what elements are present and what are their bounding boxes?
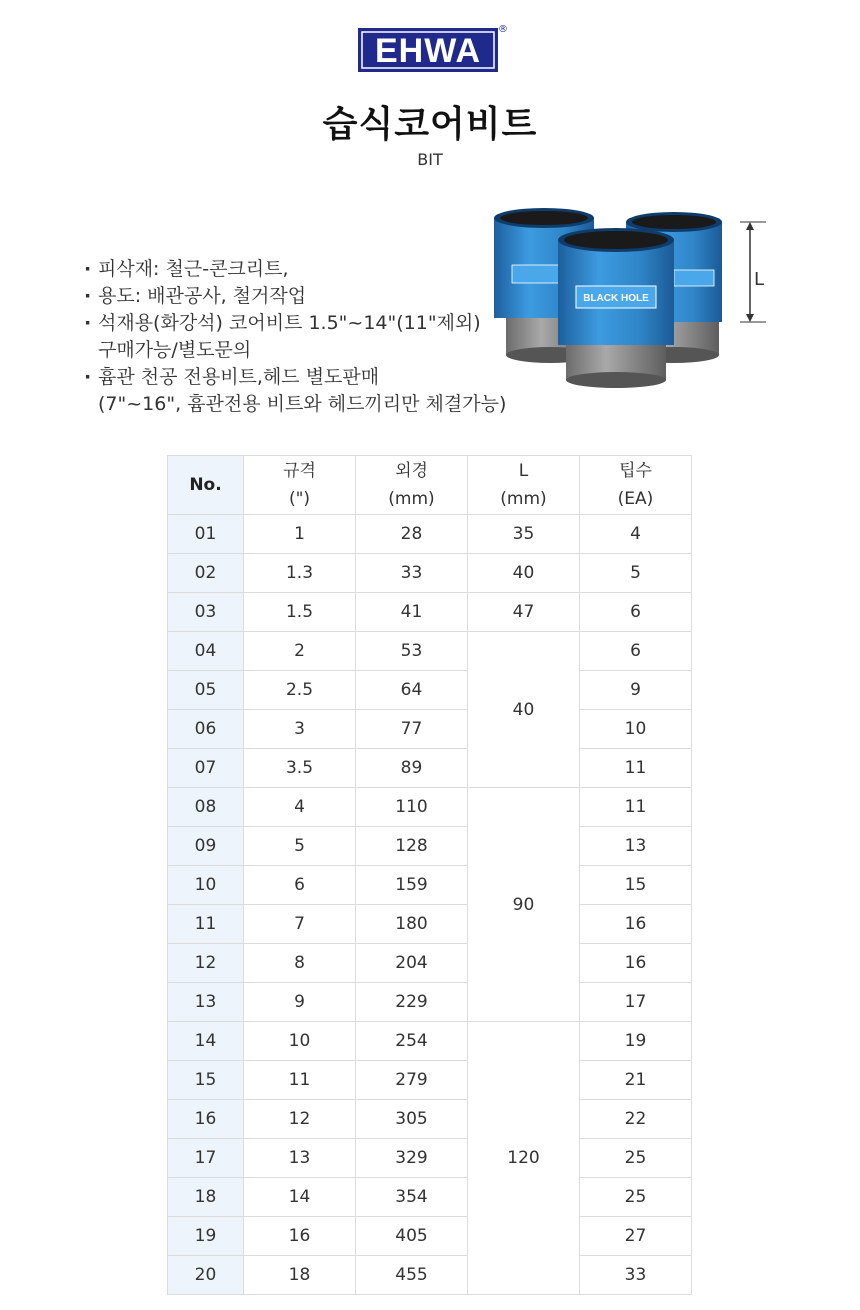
- cell-length: 120: [468, 1022, 580, 1295]
- cell-no: 15: [168, 1061, 244, 1100]
- table-row: [168, 554, 692, 593]
- cell-outer-diameter: 64: [356, 671, 468, 710]
- cell-outer-diameter: 329: [356, 1139, 468, 1178]
- cell-tips: 16: [580, 905, 692, 944]
- table-row: [168, 1061, 692, 1100]
- cell-size: 1.3: [244, 554, 356, 593]
- table-row: [168, 671, 692, 710]
- cell-no: 02: [168, 554, 244, 593]
- cell-outer-diameter: 455: [356, 1256, 468, 1295]
- table-row: [168, 1256, 692, 1295]
- cell-tips: 17: [580, 983, 692, 1022]
- table-row: [168, 710, 692, 749]
- cell-size: 18: [244, 1256, 356, 1295]
- cell-outer-diameter: 159: [356, 866, 468, 905]
- cell-size: 14: [244, 1178, 356, 1217]
- page-title: 습식코어비트: [322, 104, 538, 145]
- cell-no: 20: [168, 1256, 244, 1295]
- table-row: [168, 632, 692, 671]
- core-bit-front: [558, 228, 674, 388]
- cell-outer-diameter: 128: [356, 827, 468, 866]
- cell-tips: 13: [580, 827, 692, 866]
- cell-no: 08: [168, 788, 244, 827]
- table-header-row: [168, 456, 692, 515]
- core-bit-product-image: [484, 200, 774, 390]
- feature-item: · 흄관 천공 전용비트,헤드 별도판매: [84, 364, 506, 391]
- cell-no: 13: [168, 983, 244, 1022]
- cell-no: 01: [168, 515, 244, 554]
- cell-size: 2: [244, 632, 356, 671]
- cell-tips: 6: [580, 632, 692, 671]
- table-row: [168, 749, 692, 788]
- cell-outer-diameter: 229: [356, 983, 468, 1022]
- feature-item-continuation: 구매가능/별도문의: [98, 339, 252, 361]
- bit-label-text: BLACK HOLE: [583, 293, 649, 304]
- cell-tips: 11: [580, 788, 692, 827]
- cell-size: 6: [244, 866, 356, 905]
- table-row: [168, 593, 692, 632]
- cell-size: 5: [244, 827, 356, 866]
- cell-tips: 16: [580, 944, 692, 983]
- cell-size: 9: [244, 983, 356, 1022]
- cell-no: 19: [168, 1217, 244, 1256]
- cell-size: 12: [244, 1100, 356, 1139]
- cell-outer-diameter: 279: [356, 1061, 468, 1100]
- cell-outer-diameter: 53: [356, 632, 468, 671]
- cell-tips: 22: [580, 1100, 692, 1139]
- cell-outer-diameter: 254: [356, 1022, 468, 1061]
- cell-tips: 25: [580, 1139, 692, 1178]
- cell-tips: 9: [580, 671, 692, 710]
- cell-no: 09: [168, 827, 244, 866]
- cell-tips: 5: [580, 554, 692, 593]
- length-dimension-marker: [740, 222, 766, 322]
- cell-size: 1: [244, 515, 356, 554]
- cell-outer-diameter: 41: [356, 593, 468, 632]
- table-row: [168, 983, 692, 1022]
- cell-tips: 33: [580, 1256, 692, 1295]
- feature-item: · 피삭재: 철근-콘크리트,: [84, 256, 506, 283]
- cell-length: 40: [468, 632, 580, 788]
- cell-no: 16: [168, 1100, 244, 1139]
- cell-length: 40: [468, 554, 580, 593]
- header-tips: 팁수 (EA): [580, 456, 692, 515]
- feature-item: · 용도: 배관공사, 철거작업: [84, 283, 506, 310]
- feature-list: [84, 256, 506, 418]
- cell-length: 35: [468, 515, 580, 554]
- feature-item-continuation: (7"~16", 흄관전용 비트와 헤드끼리만 체결가능): [98, 393, 507, 415]
- cell-size: 3: [244, 710, 356, 749]
- cell-outer-diameter: 180: [356, 905, 468, 944]
- cell-outer-diameter: 405: [356, 1217, 468, 1256]
- cell-size: 1.5: [244, 593, 356, 632]
- spec-table: [167, 455, 692, 1295]
- cell-outer-diameter: 77: [356, 710, 468, 749]
- header-no: No.: [168, 456, 244, 515]
- cell-tips: 11: [580, 749, 692, 788]
- table-row: [168, 788, 692, 827]
- cell-tips: 19: [580, 1022, 692, 1061]
- cell-no: 06: [168, 710, 244, 749]
- cell-outer-diameter: 89: [356, 749, 468, 788]
- cell-size: 7: [244, 905, 356, 944]
- cell-size: 4: [244, 788, 356, 827]
- table-row: [168, 944, 692, 983]
- cell-outer-diameter: 354: [356, 1178, 468, 1217]
- cell-outer-diameter: 33: [356, 554, 468, 593]
- feature-item: · 석재용(화강석) 코어비트 1.5"~14"(11"제외): [84, 310, 506, 337]
- logo-text: EHWA: [375, 32, 481, 70]
- cell-size: 16: [244, 1217, 356, 1256]
- cell-no: 04: [168, 632, 244, 671]
- table-row: [168, 515, 692, 554]
- registered-mark: ®: [498, 24, 508, 35]
- cell-length: 90: [468, 788, 580, 1022]
- cell-no: 10: [168, 866, 244, 905]
- cell-tips: 27: [580, 1217, 692, 1256]
- cell-size: 2.5: [244, 671, 356, 710]
- page-subtitle: BIT: [417, 150, 443, 169]
- table-row: [168, 827, 692, 866]
- cell-size: 3.5: [244, 749, 356, 788]
- cell-outer-diameter: 110: [356, 788, 468, 827]
- header-size: 규격 ("): [244, 456, 356, 515]
- table-body: [168, 515, 692, 1295]
- cell-tips: 4: [580, 515, 692, 554]
- table-row: [168, 1022, 692, 1061]
- cell-size: 10: [244, 1022, 356, 1061]
- header-outer-diameter: 외경 (mm): [356, 456, 468, 515]
- cell-no: 17: [168, 1139, 244, 1178]
- cell-tips: 21: [580, 1061, 692, 1100]
- table-row: [168, 1178, 692, 1217]
- cell-no: 03: [168, 593, 244, 632]
- cell-no: 18: [168, 1178, 244, 1217]
- cell-no: 12: [168, 944, 244, 983]
- cell-length: 47: [468, 593, 580, 632]
- cell-no: 05: [168, 671, 244, 710]
- cell-tips: 15: [580, 866, 692, 905]
- cell-no: 14: [168, 1022, 244, 1061]
- cell-tips: 6: [580, 593, 692, 632]
- table-row: [168, 1217, 692, 1256]
- cell-size: 11: [244, 1061, 356, 1100]
- header-length: L (mm): [468, 456, 580, 515]
- ehwa-logo: [356, 22, 508, 74]
- cell-no: 11: [168, 905, 244, 944]
- table-row: [168, 1139, 692, 1178]
- cell-outer-diameter: 28: [356, 515, 468, 554]
- cell-size: 13: [244, 1139, 356, 1178]
- cell-tips: 25: [580, 1178, 692, 1217]
- cell-tips: 10: [580, 710, 692, 749]
- cell-outer-diameter: 305: [356, 1100, 468, 1139]
- cell-no: 07: [168, 749, 244, 788]
- table-row: [168, 866, 692, 905]
- cell-size: 8: [244, 944, 356, 983]
- table-row: [168, 1100, 692, 1139]
- length-label: L: [754, 269, 765, 290]
- table-row: [168, 905, 692, 944]
- cell-outer-diameter: 204: [356, 944, 468, 983]
